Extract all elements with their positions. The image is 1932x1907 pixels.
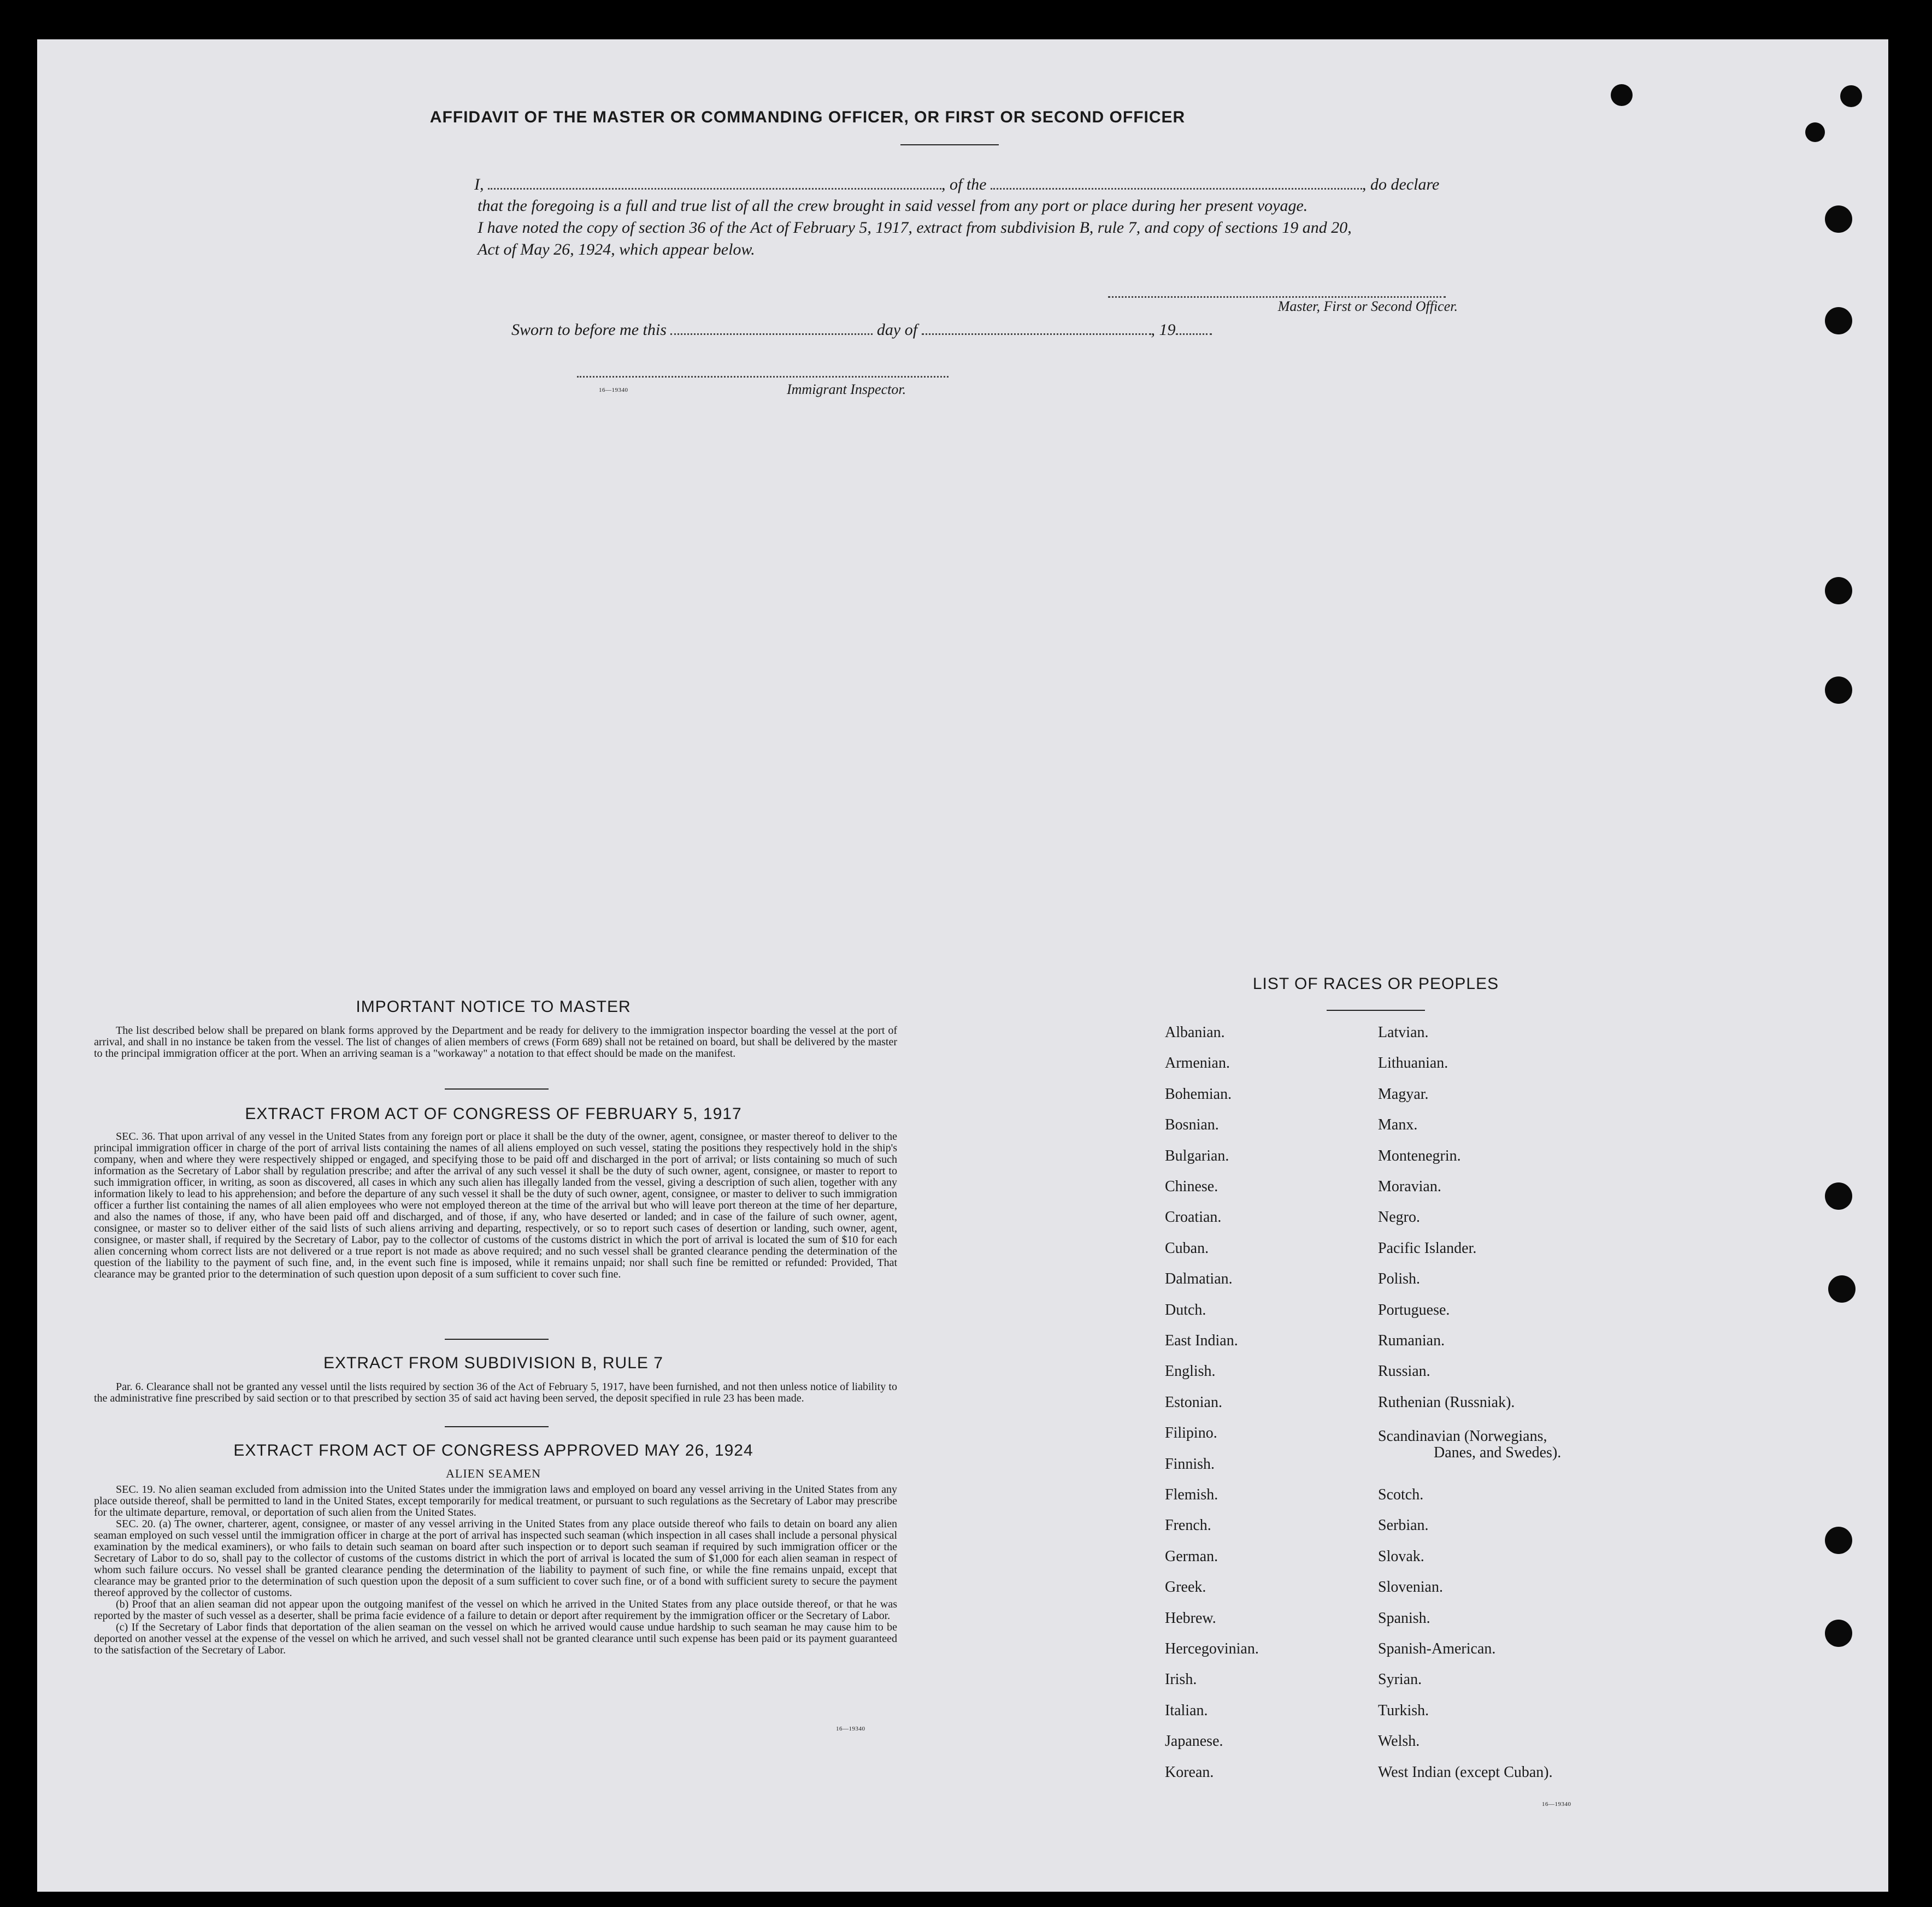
extract-1924-sec20c: (c) If the Secretary of Labor finds that deportation of the alien seaman on the vessel on which he arrived would cause undue hardship to such seaman he may cause him to be deported on another vessel at the expense of the vessel on which he arrived, and such vessel shall not be granted clearance until such expense has been paid or its payment guaranteed to the satisfaction of the Secretary of Labor. [94,1621,897,1656]
binder-hole [1825,577,1852,604]
extract-1924-subtitle: ALIEN SEAMEN [446,1467,541,1480]
race-item: Lithuanian. [1378,1055,1448,1072]
form-number: 16—19340 [599,387,628,393]
race-item: Turkish. [1378,1702,1429,1719]
race-item: German. [1165,1547,1218,1565]
race-item: Japanese. [1165,1733,1223,1750]
race-item: Bosnian. [1165,1116,1219,1134]
races-title: LIST OF RACES OR PEOPLES [1252,975,1499,993]
race-item: Spanish-American. [1378,1640,1496,1657]
binder-hole [1825,307,1852,334]
race-item: Cuban. [1165,1239,1209,1257]
section-rule [445,1426,549,1427]
extract-rule7-title: EXTRACT FROM SUBDIVISION B, RULE 7 [323,1354,663,1372]
inspector-signature-line [577,376,949,378]
race-item: Negro. [1378,1209,1420,1226]
sworn-month-blank [922,319,1151,335]
extract-1924-sec19: SEC. 19. No alien seaman excluded from admission into the United States under the immigration laws and employed on board any vessel arriving in the United States from any place outside thereof, shall be permitted to land in the United States, except temporarily for medical treatment, or pursuant to such regulations as the Secretary of Labor may prescribe for the ultimate departure, removal, or deportation of such alien from the United States. [94,1484,897,1518]
race-item: Rumanian. [1378,1332,1445,1349]
binder-hole [1825,1182,1852,1210]
section-rule [445,1339,549,1340]
binder-hole [1825,1527,1852,1554]
sworn-day-of: day of [876,321,918,339]
race-item: Moravian. [1378,1178,1441,1195]
extract-1924-title: EXTRACT FROM ACT OF CONGRESS APPROVED MAY 26, 1924 [233,1441,753,1459]
binder-hole [1805,122,1825,142]
master-signature-line [1108,296,1446,298]
sworn-day-blank [670,319,873,335]
race-item: English. [1165,1363,1216,1380]
race-item: Armenian. [1165,1055,1230,1072]
affidavit-do-declare: , do declare [1362,175,1440,193]
affidavit-title: AFFIDAVIT OF THE MASTER OR COMMANDING OFFICER, OR FIRST OR SECOND OFFICER [429,108,1186,126]
sworn-prefix: Sworn to before me this [511,321,667,339]
race-item: Magyar. [1378,1085,1429,1103]
binder-hole [1828,1275,1856,1303]
race-item: Montenegrin. [1378,1147,1461,1164]
race-item: Pacific Islander. [1378,1239,1477,1257]
notice-title: IMPORTANT NOTICE TO MASTER [356,998,631,1016]
title-rule [900,144,999,145]
race-item: Danes, and Swedes). [1434,1444,1562,1462]
binder-hole [1840,85,1862,107]
form-number: 16—19340 [1542,1801,1571,1808]
race-item: Hebrew. [1165,1609,1216,1627]
race-item: Portuguese. [1378,1301,1450,1319]
binder-hole [1825,205,1852,233]
affidavit-line-2: that the foregoing is a full and true list of all the crew brought in said vessel from any port or place during her present voyage. [478,197,1308,215]
race-item: Manx. [1378,1116,1418,1134]
inspector-label: Immigrant Inspector. [787,381,906,397]
extract-1924-body [94,1484,897,1656]
race-item: West Indian (except Cuban). [1378,1763,1553,1781]
race-item: East Indian. [1165,1332,1238,1349]
race-item: Latvian. [1378,1024,1429,1041]
extract-1917-body: SEC. 36. That upon arrival of any vessel in the United States from any foreign port or place it shall be the duty of the owner, agent, consignee, or master thereof to deliver to the principal immigration officer in charge of the port of arrival lists containing the names of all aliens employed on such vessel, stating the positions they respectively hold in the ship's company, when and where they were respectively shipped or engaged, and specifying those to be paid off and discharged in the port of arrival; or lists containing so much of such information as the Secretary of Labor shall by regulation prescribe; and after the arrival of any such vessel it shall be the duty of such owner, agent, consignee, or master to report to such immigration officer, in writing, as soon as discovered, all cases in which any such alien has illegally landed from the vessel, giving a description of such alien, together with any information likely to lead to his apprehension; and before the departure of any such vessel it shall be the duty of such owner, agent, consignee, or master to deliver to such immigration officer a further list containing the names of all alien employees who were not employed thereon at the time of the arrival but who will leave port thereon at the time of her departure, and also the names of those, if any, who have been paid off and discharged, and of those, if any, who have deserted or landed; and in case of the failure of such owner, agent, consignee, or master so to deliver either of the said lists of such aliens arriving and departing, respectively, or so to report such cases of desertion or landing, such owner, agent, consignee, or master shall, if required by the Secretary of Labor, pay to the collector of customs of the customs district in which the port of arrival is located the sum of $10 for each alien concerning whom correct lists are not delivered or a true report is not made as above required; and no such vessel shall be granted clearance pending the determination of the question of the liability to the payment of such fine, and, in the event such fine is imposed, while it remains unpaid; nor shall such fine be remitted or refunded: Provided, That clearance may be granted prior to the determination of such question upon deposit of a sum sufficient to cover such fine. [94,1131,897,1280]
extract-1924-sec20a: SEC. 20. (a) The owner, charterer, agent, consignee, or master of any vessel arriving in the United States from any place outside thereof who fails to detain on board any alien seaman employed on such vessel until the immigration officer in charge at the port of arrival has inspected such seaman (which inspection in all cases shall include a personal physical examination by the medical examiners), or who fails to detain such seaman on board after such inspection or to deport such seaman if required by such immigration officer or the Secretary of Labor to do so, shall pay to the collector of customs of the customs district in which the port of arrival is located the sum of $1,000 for each alien seaman in respect of whom such failure occurs. No vessel shall be granted clearance pending the determination of the liability to payment of such fine, or while the fine remains unpaid, except that clearance may be granted prior to the determination of such question upon the deposit of a sum sufficient to cover such fine, or of a bond with sufficient surety to secure the payment thereof approved by the collector of customs. [94,1518,897,1599]
race-item: French. [1165,1517,1211,1534]
affidavit-line-3: I have noted the copy of section 36 of the Act of February 5, 1917, extract from subdivision B, rule 7, and copy of sections 19 and 20, [478,219,1352,237]
race-item: Ruthenian (Russniak). [1378,1393,1515,1411]
race-item: Slovak. [1378,1547,1424,1565]
race-item: Dalmatian. [1165,1270,1233,1288]
race-item: Bohemian. [1165,1085,1232,1103]
affidavit-of-the: , of the [941,175,987,193]
race-item: Hercegovinian. [1165,1640,1259,1657]
race-item: Irish. [1165,1671,1197,1688]
affidavit-line-4: Act of May 26, 1924, which appear below. [478,240,755,258]
race-item: Estonian. [1165,1393,1222,1411]
sworn-year-blank [1176,319,1212,335]
race-item: Albanian. [1165,1024,1225,1041]
race-item: Scandinavian (Norwegians, [1378,1428,1547,1445]
extract-rule7-body: Par. 6. Clearance shall not be granted any vessel until the lists required by section 36 of the Act of February 5, 1917, have been furnished, and not then unless notice of liability to the administrative fine prescribed by said section or to that prescribed by section 35 of said act having been served, the deposit specified in rule 23 has been made. [94,1381,897,1404]
form-number: 16—19340 [836,1726,865,1732]
race-item: Russian. [1378,1363,1430,1380]
race-item: Welsh. [1378,1733,1420,1750]
race-item: Greek. [1165,1579,1206,1596]
race-item: Croatian. [1165,1209,1222,1226]
race-item: Flemish. [1165,1486,1218,1503]
race-item: Korean. [1165,1763,1214,1781]
affidavit-line-1 [474,174,1512,194]
document-sheet [37,39,1888,1892]
race-item: Serbian. [1378,1517,1429,1534]
race-item: Filipino. [1165,1425,1217,1442]
binder-hole [1825,676,1852,704]
extract-1924-sec20b: (b) Proof that an alien seaman did not appear upon the outgoing manifest of the vessel on which he arrived in the United States from any place outside thereof, or that he was reported by the master of such vessel as a deserter, shall be prima facie evidence of a failure to detain or deport after requirement by the immigration officer or the Secretary of Labor. [94,1598,897,1622]
sworn-line [511,319,1276,339]
binder-hole [1611,84,1633,106]
race-item: Scotch. [1378,1486,1424,1503]
section-rule [445,1088,549,1090]
master-signature-label: Master, First or Second Officer. [1277,298,1458,314]
race-item: Bulgarian. [1165,1147,1229,1164]
race-item: Spanish. [1378,1609,1430,1627]
races-title-rule [1327,1010,1425,1011]
affidavit-i-prefix: I, [474,175,484,193]
race-item: Dutch. [1165,1301,1206,1319]
race-item: Syrian. [1378,1671,1422,1688]
binder-hole [1825,1620,1852,1647]
vessel-blank [991,174,1362,190]
notice-body: The list described below shall be prepared on blank forms approved by the Department and be ready for delivery to the immigration inspector boarding the vessel at the port of arrival, and shall in no instance be taken from the vessel. The list of changes of alien members of crews (Form 689) shall not be retained on board, but shall be delivered by the master to the principal immigration officer at the port. When an arriving seaman is a "workaway" a notation to that effect should be made on the manifest. [94,1025,897,1060]
race-item: Finnish. [1165,1455,1215,1473]
name-blank [488,174,941,190]
race-item: Polish. [1378,1270,1421,1288]
sworn-year-prefix: , 19 [1151,321,1176,339]
race-item: Slovenian. [1378,1579,1443,1596]
race-item: Italian. [1165,1702,1208,1719]
extract-1917-title: EXTRACT FROM ACT OF CONGRESS OF FEBRUARY 5, 1917 [245,1105,742,1123]
race-item: Chinese. [1165,1178,1218,1195]
